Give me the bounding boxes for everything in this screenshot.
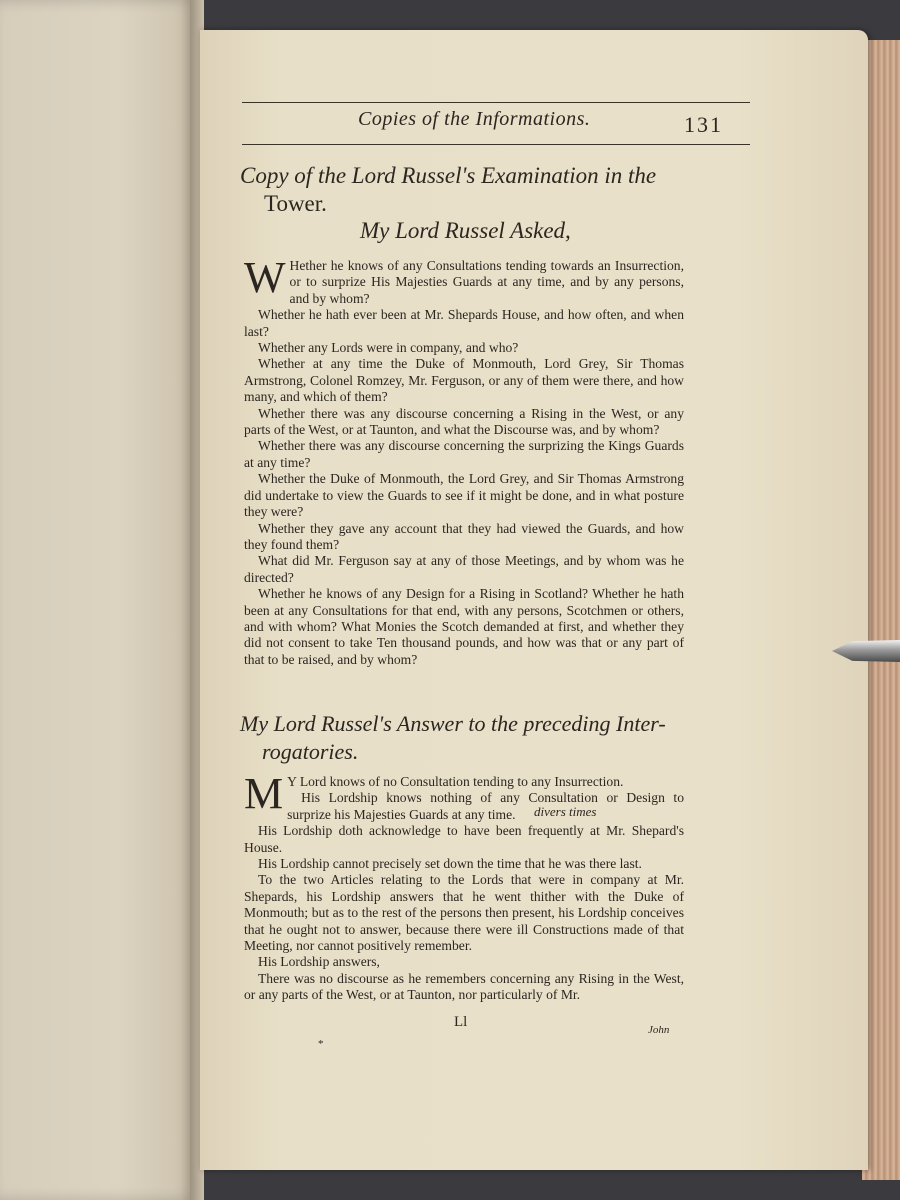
question-paragraph: Whether he knows of any Design for a Rising in Scotland? Whether he hath been at any Consultations for that end, with any persons, Scotchmen or others, and with whom? What Monies the Scotch demanded at first, and whether they did not consent to take Ten thousand pounds, and how was that or any part of that to be raised, and by whom? (244, 586, 684, 667)
catchword: John (648, 1024, 670, 1036)
question-paragraph: What did Mr. Ferguson say at any of those Meetings, and by whom was he directed? (244, 553, 684, 585)
answer-heading-line-1: My Lord Russel's Answer to the preceding Inter- (240, 711, 666, 736)
title-line-1: Copy of the Lord Russel's Examination in the (240, 163, 657, 188)
subheading: My Lord Russel Asked, (360, 218, 571, 243)
asterisk-mark: * (318, 1038, 324, 1050)
marginal-note: divers times (534, 804, 597, 819)
question-paragraph: Whether any Lords were in company, and who? (258, 340, 519, 356)
header-rule-top (242, 102, 750, 103)
answer-heading-line-2: rogatories. (262, 739, 359, 764)
answer-paragraph: To the two Articles relating to the Lords that were in company at Mr. Shepards, his Lordship answers that he went thither with the Duke of Monmouth; but as to the rest of the persons then present, his Lordship conceives that he ought not to answer, because there were ill Constructions made of that Meeting, nor cannot positively remember. (244, 872, 684, 954)
answer-paragraph: There was no discourse as he remembers concerning any Rising in the West, or any parts of the West, or at Taunton, nor particularly of Mr. (244, 970, 684, 1003)
page-number: 131 (684, 112, 723, 137)
book-page (200, 30, 868, 1170)
running-head: Copies of the Informations. (358, 108, 591, 130)
question-paragraph: Whether there was any discourse concerning a Rising in the West, or any parts of the West, or at Taunton, and what the Discourse was, and by whom? (244, 405, 684, 438)
header-rule-bottom (242, 144, 750, 145)
drop-cap: M (244, 769, 284, 818)
question-paragraph: Whether there was any discourse concerning the surprizing the Kings Guards at any time? (244, 438, 684, 470)
answer-paragraph: His Lordship answers, (258, 954, 380, 970)
answer-heading (240, 710, 680, 766)
answer-paragraph: His Lordship knows nothing of any Consultation or Design to surprize his Majesties Guards at any time. (287, 790, 684, 822)
question-paragraph: Whether they gave any account that they had viewed the Guards, and how they found them? (244, 520, 684, 552)
question-paragraph: Whether at any time the Duke of Monmouth, Lord Grey, Sir Thomas Armstrong, Colonel Romzey, Mr. Ferguson, or any of them were there, and how many, and which of them? (244, 356, 684, 405)
title-line-2: Tower. (264, 191, 327, 216)
question-text: Hether he knows of any Consultations tending towards an Insurrection, or to surprize His Majesties Guards at any time, and by any persons, and by whom? (289, 258, 684, 306)
drop-cap: W (244, 253, 286, 302)
question-paragraph (244, 253, 684, 307)
left-page (0, 0, 196, 1200)
questions-block (244, 253, 684, 668)
question-paragraph: Whether the Duke of Monmouth, the Lord Grey, and Sir Thomas Armstrong did undertake to view the Guards to see if it might be done, and in what posture they were? (244, 471, 684, 520)
signature-mark: Ll (454, 1014, 468, 1030)
question-paragraph: Whether he hath ever been at Mr. Shepards House, and how often, and when last? (244, 307, 684, 339)
answers-block (244, 769, 684, 1004)
answer-paragraph: His Lordship doth acknowledge to have been frequently at Mr. Shepard's House. (244, 823, 684, 855)
answer-text: Y Lord knows of no Consultation tending to any Insurrection. (287, 774, 624, 789)
page-title (240, 162, 710, 218)
answer-paragraph: His Lordship cannot precisely set down the time that he was there last. (258, 856, 642, 872)
